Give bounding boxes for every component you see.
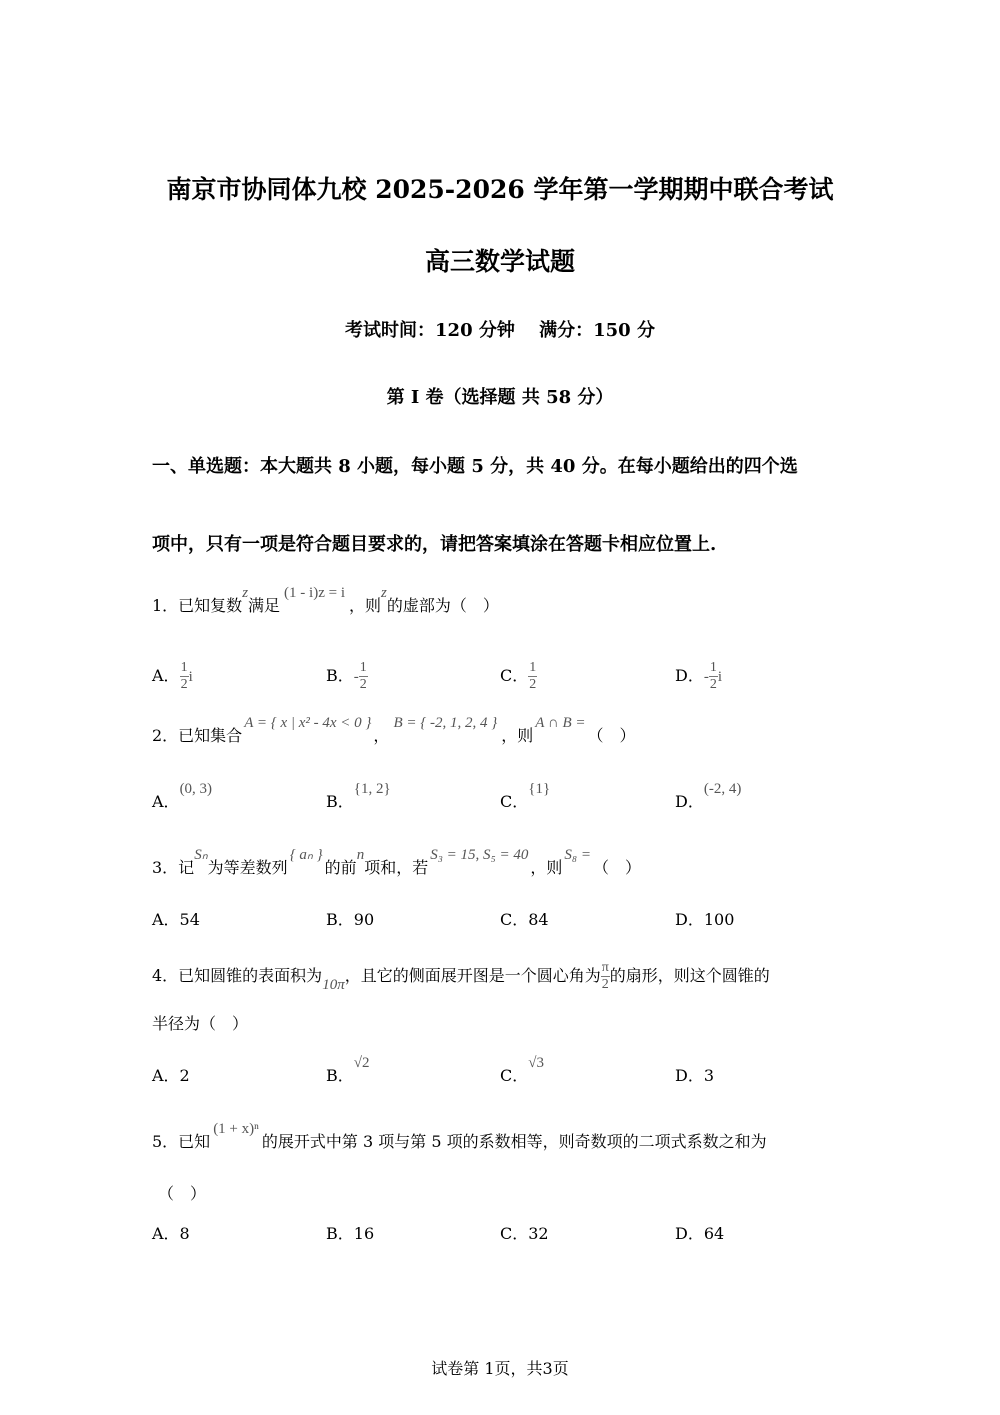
q4-text-a: 4．已知圆锥的表面积为 [152, 966, 323, 985]
question-5-line2: （ ） [158, 1184, 207, 1203]
volume-heading: 第 I 卷（选择题 共 58 分） [386, 387, 614, 408]
question-4-line2: 半径为（ ） [152, 1014, 249, 1033]
exam-subtitle: 高三数学试题 [424, 247, 575, 276]
option-label: A． [152, 792, 180, 811]
q5-option-c[interactable]: C．32 [500, 1224, 549, 1243]
q3-option-a[interactable]: A．54 [152, 910, 200, 929]
q2-option-c[interactable] [500, 781, 551, 815]
q2-sep: ， [373, 726, 390, 745]
fraction: $\frac{\pi}{2}$ [601, 960, 609, 992]
option-label: D． [675, 792, 704, 811]
q3-text-3: 项和，若 [364, 858, 429, 877]
q3-option-d[interactable]: D．100 [675, 910, 735, 929]
sqrt-three: √3 [528, 1055, 544, 1071]
fraction: $\frac{1}{2}$ [529, 660, 537, 692]
q3-text-4: ，则 [530, 858, 563, 877]
q4-text-c: 的扇形，则这个圆锥的 [609, 966, 770, 985]
q4-option-b[interactable] [326, 1055, 370, 1089]
q5-expression: (1 + x)ⁿ [213, 1121, 259, 1137]
q3-option-b[interactable]: B．90 [326, 910, 375, 929]
q5-option-b[interactable]: B．16 [326, 1224, 375, 1243]
q1-text-start: 1．已知复数 [152, 596, 243, 615]
q2-option-a[interactable] [152, 781, 213, 815]
section-heading-line2: 项中，只有一项是符合题目要求的，请把答案填涂在答题卡相应位置上. [152, 534, 717, 555]
q5-text-a: 5．已知 [152, 1132, 211, 1151]
question-4 [152, 960, 770, 993]
option-label: D． [675, 666, 704, 685]
q2-set-a: A = { x | x² - 4x < 0 } [244, 715, 372, 731]
q2-option-b[interactable] [326, 781, 391, 815]
q3-text-1: 为等差数列 [207, 858, 288, 877]
question-2 [152, 715, 636, 749]
q2-set-b: B = { -2, 1, 2, 4 } [393, 715, 498, 731]
q3-s8: S₈ = [564, 847, 591, 863]
q1-option-c[interactable] [500, 660, 537, 693]
q1-option-b[interactable] [326, 660, 368, 693]
option-label: B． [326, 792, 354, 811]
option-value: {1} [528, 781, 551, 797]
question-5 [152, 1121, 767, 1155]
q4-area: 10π [322, 977, 345, 993]
q3-sn: Sₙ [194, 847, 208, 863]
q3-text-start: 3．记 [152, 858, 195, 877]
option-label: B． [326, 1066, 354, 1085]
q2-text-tail: ，则 [501, 726, 534, 745]
option-label: C． [500, 1066, 529, 1085]
q3-sequence: { aₙ } [289, 847, 323, 863]
q3-option-c[interactable]: C．84 [500, 910, 549, 929]
q3-n: n [356, 847, 365, 863]
sqrt-two: √2 [353, 1055, 370, 1071]
q2-paren: （ ） [587, 726, 636, 745]
q5-option-a[interactable]: A．8 [152, 1224, 190, 1243]
question-1 [152, 585, 499, 619]
question-3 [152, 847, 642, 881]
exam-info: 考试时间：120 分钟 满分：150 分 [345, 320, 655, 341]
q1-option-d[interactable] [675, 660, 722, 693]
q5-text-b: 的展开式中第 3 项与第 5 项的系数相等，则奇数项的二项式系数之和为 [261, 1132, 767, 1151]
q2-intersection: A ∩ B = [535, 715, 586, 731]
q1-text-mid: 满足 [248, 596, 281, 615]
q1-formula: (1 - i)z = i [284, 585, 345, 601]
q1-var-z2: z [381, 585, 387, 601]
q3-text-2: 的前 [324, 858, 357, 877]
exam-title: 南京市协同体九校 2025-2026 学年第一学期期中联合考试 [166, 175, 834, 204]
minus-sign: - [353, 669, 359, 685]
imag-unit: i [717, 669, 723, 685]
q4-option-a[interactable]: A．2 [152, 1066, 190, 1085]
q2-option-d[interactable] [675, 781, 742, 815]
fraction: $\frac{1}{2}$ [180, 660, 188, 692]
option-label: A． [152, 666, 180, 685]
section-heading-line1: 一、单选题：本大题共 8 小题，每小题 5 分，共 40 分。在每小题给出的四个选 [152, 456, 798, 477]
q1-var-z: z [242, 585, 249, 601]
imag-unit: i [188, 669, 193, 685]
q3-condition: S₃ = 15, S₅ = 40 [430, 847, 529, 863]
q1-text-tail2: 的虚部为（ ） [386, 596, 499, 615]
q4-text-b: ，且它的侧面展开图是一个圆心角为 [344, 966, 601, 985]
fraction: $\frac{1}{2}$ [709, 660, 717, 692]
q1-text-tail1: ，则 [348, 596, 381, 615]
option-value: {1, 2} [353, 781, 391, 797]
q4-option-c[interactable] [500, 1055, 544, 1089]
q4-option-d[interactable]: D．3 [675, 1066, 715, 1085]
q5-option-d[interactable]: D．64 [675, 1224, 725, 1243]
q2-text-start: 2．已知集合 [152, 726, 243, 745]
q1-option-a[interactable] [152, 660, 193, 693]
fraction: $\frac{1}{2}$ [359, 660, 367, 692]
page-footer: 试卷第 1页，共3页 [431, 1359, 569, 1378]
option-label: C． [500, 666, 529, 685]
option-value: (-2, 4) [703, 781, 742, 797]
minus-sign: - [703, 669, 709, 685]
option-label: C． [500, 792, 529, 811]
q3-paren: （ ） [593, 858, 642, 877]
option-value: (0, 3) [179, 781, 213, 797]
option-label: B． [326, 666, 354, 685]
